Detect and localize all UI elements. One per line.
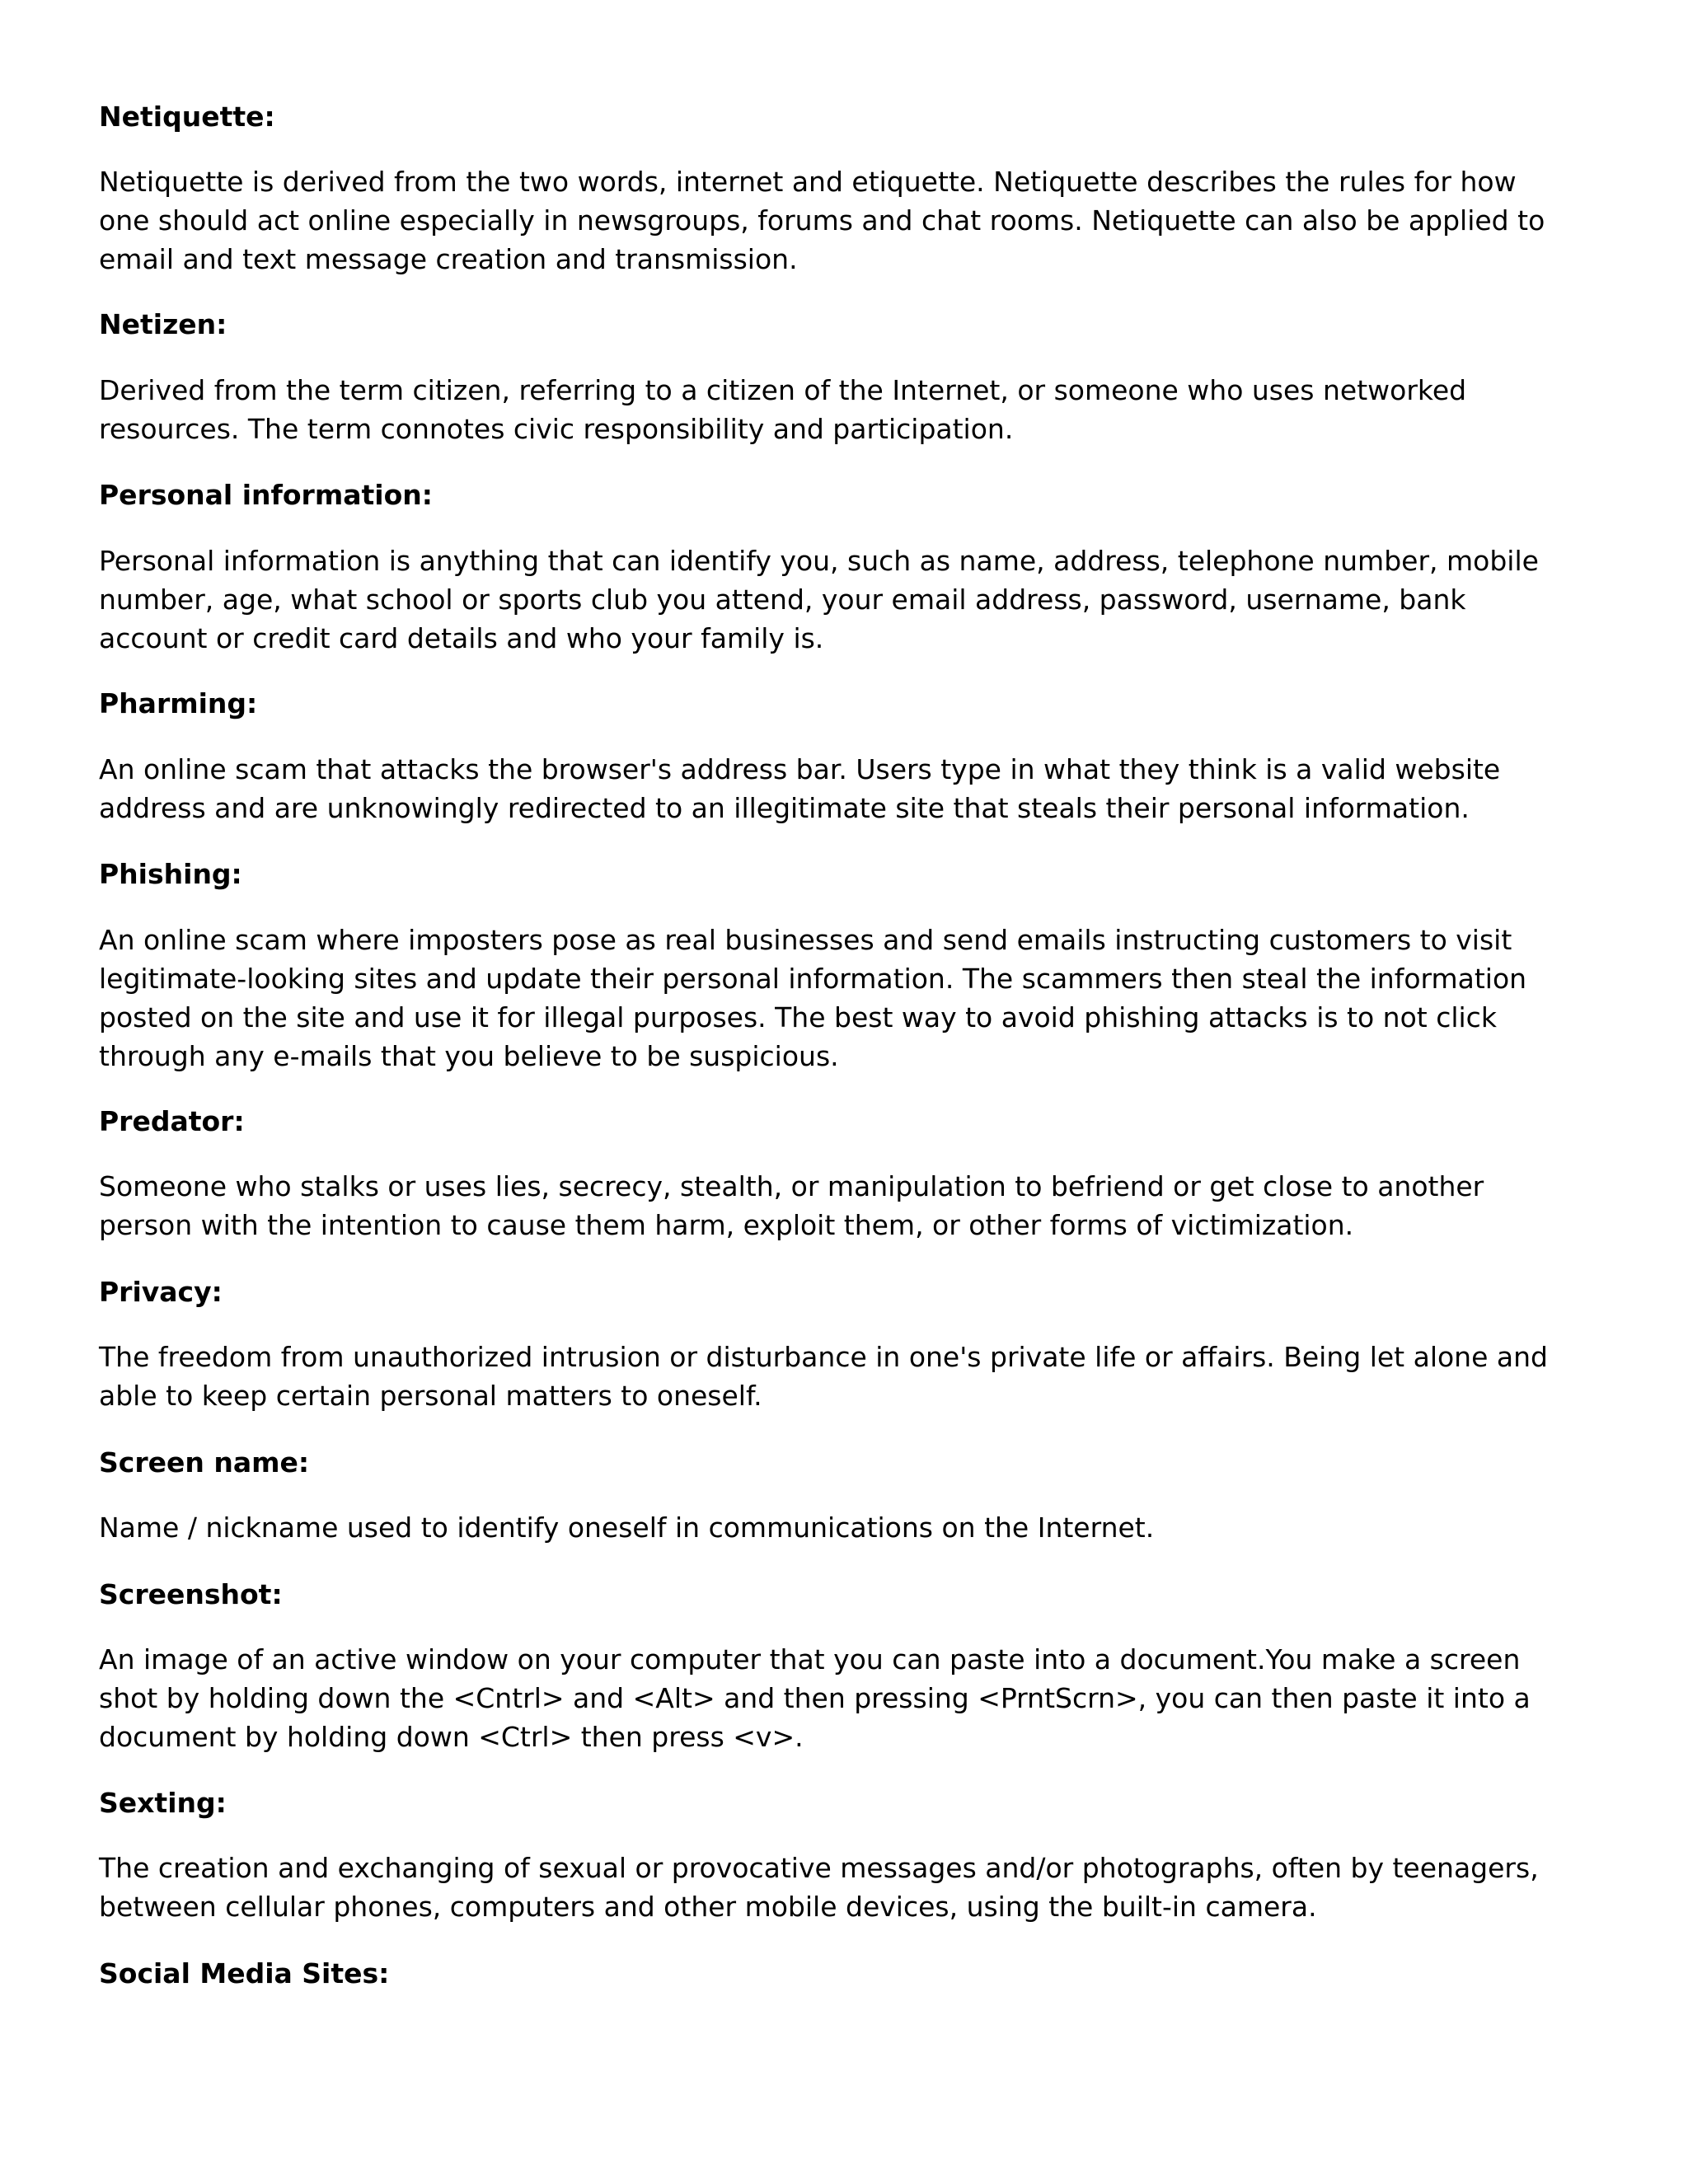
definition-line: An image of an active window on your computer that you can paste into a document.You make a screen (99, 1643, 1521, 1675)
term-heading: Pharming: (99, 687, 258, 719)
term-heading: Phishing: (99, 858, 242, 890)
definition-line: Name / nickname used to identify oneself in communications on the Internet. (99, 1511, 1155, 1544)
definition-line: posted on the site and use it for illegal purposes. The best way to avoid phishing attacks is to not click (99, 1001, 1497, 1033)
term-definition (99, 1338, 1548, 1415)
definition-line: person with the intention to cause them harm, exploit them, or other forms of victimization. (99, 1209, 1354, 1241)
term-heading: Screenshot: (99, 1578, 283, 1610)
term-heading: Predator: (99, 1105, 245, 1137)
definition-line: through any e-mails that you believe to be suspicious. (99, 1040, 839, 1072)
definition-line: Netiquette is derived from the two words, internet and etiquette. Netiquette describes the rules for how (99, 166, 1517, 198)
term-definition (99, 750, 1500, 827)
term-definition (99, 162, 1545, 279)
definition-line: address and are unknowingly redirected to an illegitimate site that steals their personal information. (99, 792, 1470, 824)
definition-line: account or credit card details and who your family is. (99, 622, 824, 654)
term-heading: Social Media Sites: (99, 1957, 390, 1990)
definition-line: able to keep certain personal matters to oneself. (99, 1380, 762, 1412)
definition-line: number, age, what school or sports club you attend, your email address, password, username, bank (99, 583, 1466, 616)
term-definition (99, 1167, 1484, 1244)
term-heading: Sexting: (99, 1787, 227, 1819)
definition-line: An online scam that attacks the browser's address bar. Users type in what they think is a valid website (99, 753, 1501, 785)
definition-line: The creation and exchanging of sexual or provocative messages and/or photographs, often by teenagers, (99, 1852, 1539, 1884)
term-heading: Netizen: (99, 308, 227, 340)
definition-line: The freedom from unauthorized intrusion or disturbance in one's private life or affairs. Being let alone and (99, 1341, 1548, 1373)
term-definition (99, 1508, 1154, 1547)
definition-line: shot by holding down the <Cntrl> and <Alt> and then pressing <PrntScrn>, you can then paste it into a (99, 1682, 1531, 1714)
term-definition (99, 1849, 1539, 1926)
term-definition (99, 1640, 1531, 1756)
definition-line: resources. The term connotes civic responsibility and participation. (99, 413, 1014, 445)
definition-line: email and text message creation and transmission. (99, 243, 798, 275)
term-definition (99, 921, 1526, 1076)
term-heading: Screen name: (99, 1446, 310, 1479)
definition-line: Personal information is anything that can identify you, such as name, address, telephone number, mobile (99, 545, 1539, 577)
definition-line: Someone who stalks or uses lies, secrecy, stealth, or manipulation to befriend or get close to another (99, 1170, 1484, 1202)
term-heading: Personal information: (99, 479, 433, 511)
definition-line: Derived from the term citizen, referring to a citizen of the Internet, or someone who uses networked (99, 374, 1467, 406)
term-heading: Netiquette: (99, 101, 275, 133)
term-heading: Privacy: (99, 1276, 223, 1308)
definition-line: legitimate-looking sites and update their personal information. The scammers then steal the information (99, 963, 1527, 995)
definition-line: one should act online especially in newsgroups, forums and chat rooms. Netiquette can also be applied to (99, 204, 1545, 237)
definition-line: between cellular phones, computers and other mobile devices, using the built-in camera. (99, 1891, 1317, 1923)
term-definition (99, 541, 1539, 658)
definition-line: document by holding down <Ctrl> then press <v>. (99, 1721, 804, 1753)
term-definition (99, 371, 1466, 448)
definition-line: An online scam where imposters pose as real businesses and send emails instructing customers to visit (99, 924, 1512, 956)
